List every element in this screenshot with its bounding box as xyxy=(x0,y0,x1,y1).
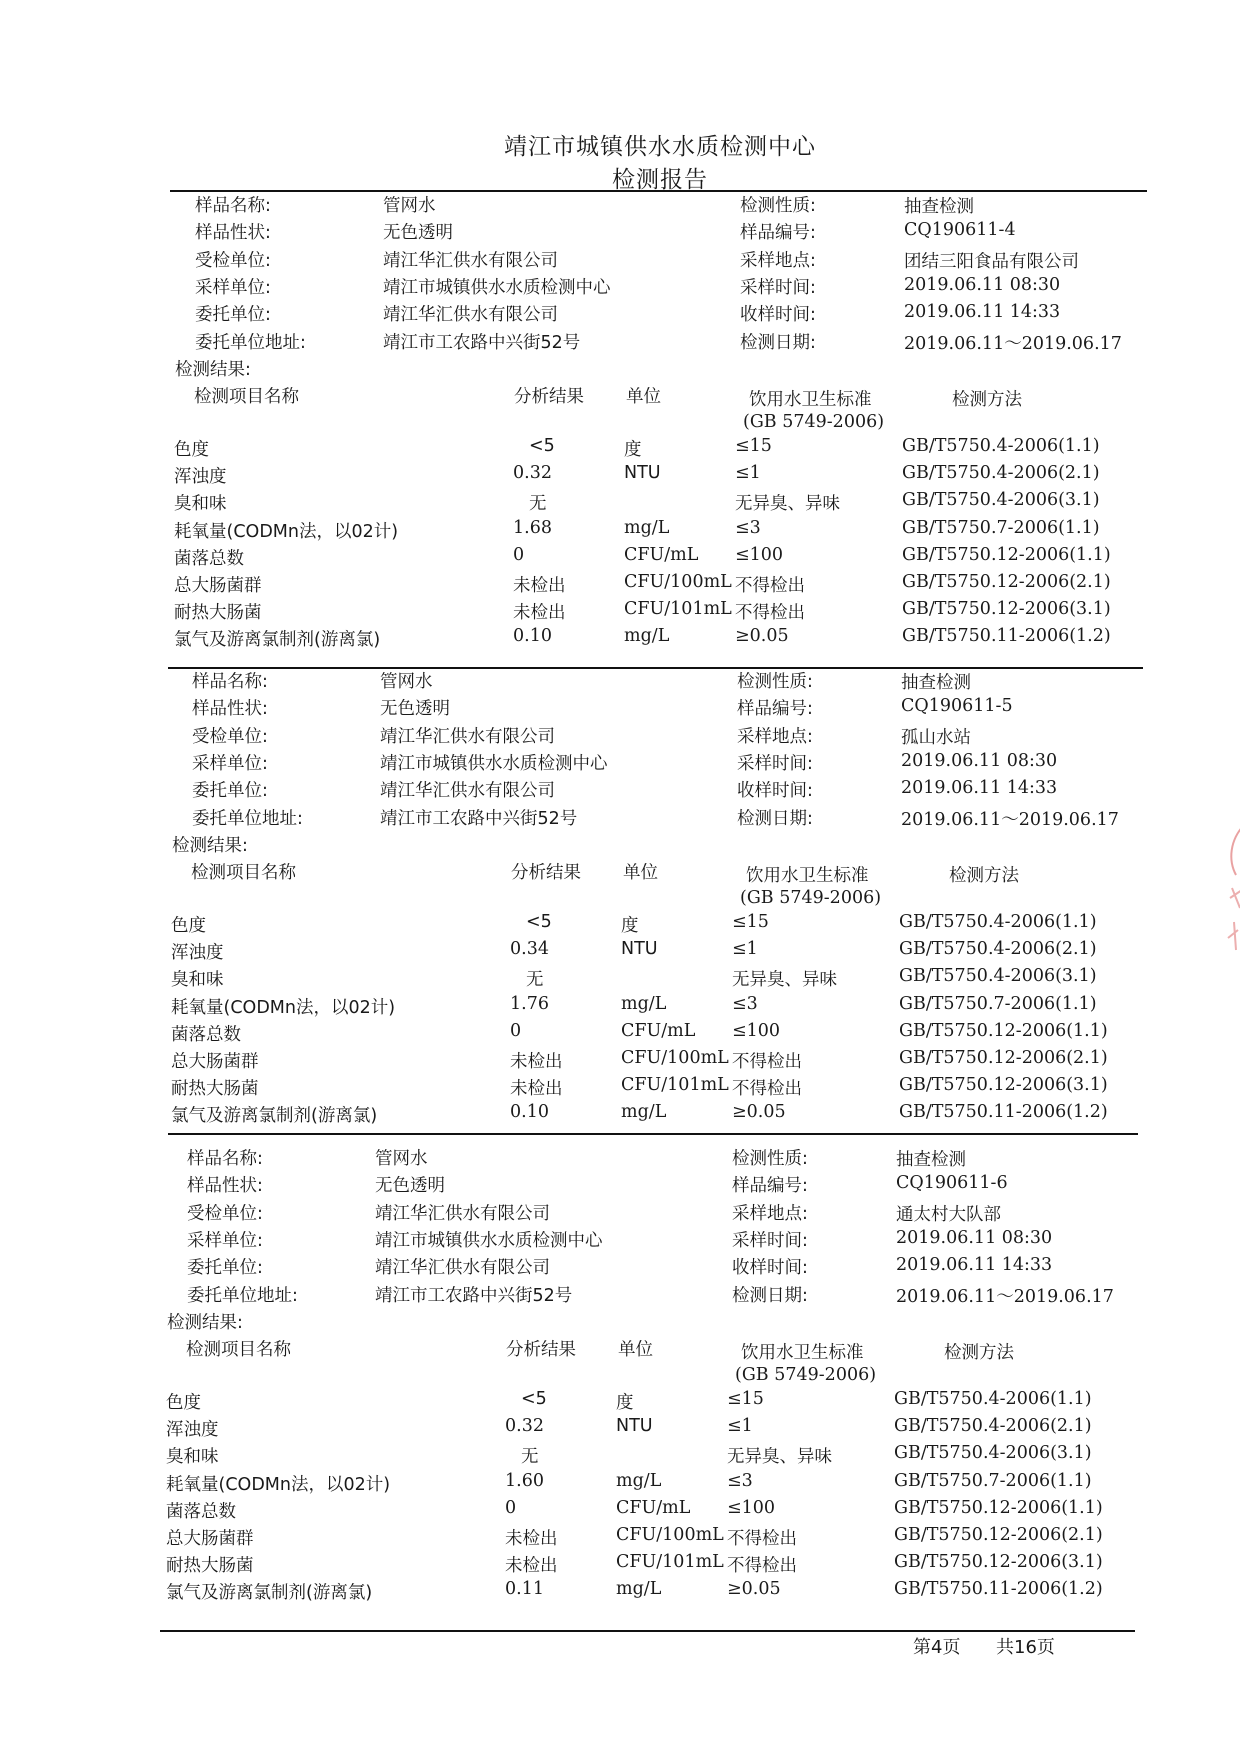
column-header-standard-code: (GB 5749-2006) xyxy=(740,888,882,908)
info-label: 采样单位: xyxy=(187,1230,263,1251)
result-standard: 不得检出 xyxy=(735,576,805,596)
result-standard: 不得检出 xyxy=(727,1529,797,1549)
info-value: 2019.06.11 08:30 xyxy=(904,274,1061,295)
result-unit: CFU/100mL xyxy=(621,1048,729,1068)
page-number: 第4页 xyxy=(913,1637,961,1658)
results-heading: 检测结果: xyxy=(172,836,248,856)
result-result: <5 xyxy=(526,912,552,932)
info-label: 采样单位: xyxy=(195,277,271,298)
info-label: 收样时间: xyxy=(732,1258,808,1279)
result-result: 0 xyxy=(513,544,525,565)
info-value: 2019.06.11 08:30 xyxy=(896,1227,1053,1248)
info-value: 靖江市工农路中兴街52号 xyxy=(383,332,581,353)
result-standard: 不得检出 xyxy=(732,1079,802,1100)
info-value: 靖江华汇供水有限公司 xyxy=(380,726,555,747)
info-value: 靖江市工农路中兴街52号 xyxy=(380,808,578,829)
result-item: 色度 xyxy=(174,440,209,460)
column-header-result: 分析结果 xyxy=(511,863,581,883)
org-title: 靖江市城镇供水水质检测中心 xyxy=(504,134,816,160)
result-item: 总大肠菌群 xyxy=(171,1052,259,1072)
result-result: 1.76 xyxy=(510,993,549,1014)
result-result: 0.32 xyxy=(513,463,552,484)
result-result: 未检出 xyxy=(505,1529,558,1549)
result-method: GB/T5750.7-2006(1.1) xyxy=(899,993,1097,1014)
info-value: 靖江华汇供水有限公司 xyxy=(375,1258,550,1279)
result-unit: NTU xyxy=(616,1416,653,1437)
info-label: 样品编号: xyxy=(740,223,816,244)
result-standard: ≤100 xyxy=(727,1497,776,1518)
result-method: GB/T5750.12-2006(1.1) xyxy=(894,1497,1103,1518)
result-item: 臭和味 xyxy=(166,1447,219,1468)
result-item: 耐热大肠菌 xyxy=(174,603,262,624)
result-unit: 度 xyxy=(616,1393,634,1413)
info-label: 采样地点: xyxy=(732,1203,808,1224)
info-value: 靖江华汇供水有限公司 xyxy=(383,250,558,271)
info-value: 靖江华汇供水有限公司 xyxy=(375,1203,550,1224)
result-standard: ≤1 xyxy=(735,463,761,484)
info-value: 靖江市城镇供水水质检测中心 xyxy=(383,277,611,298)
result-method: GB/T5750.12-2006(1.1) xyxy=(899,1020,1108,1041)
column-header-standard: 饮用水卫生标准 xyxy=(741,1343,864,1363)
info-label: 采样地点: xyxy=(740,250,816,271)
result-unit: CFU/mL xyxy=(621,1020,696,1041)
result-method: GB/T5750.11-2006(1.2) xyxy=(902,626,1111,647)
result-method: GB/T5750.4-2006(2.1) xyxy=(894,1416,1092,1437)
result-item: 耐热大肠菌 xyxy=(166,1556,254,1577)
result-standard: 不得检出 xyxy=(735,603,805,624)
info-label: 样品编号: xyxy=(737,699,813,720)
result-item: 氯气及游离氯制剂(游离氯) xyxy=(166,1583,373,1604)
result-method: GB/T5750.4-2006(2.1) xyxy=(902,463,1100,484)
info-value: CQ190611-4 xyxy=(904,220,1016,241)
info-label: 检测日期: xyxy=(732,1285,808,1306)
info-value: 靖江华汇供水有限公司 xyxy=(383,305,558,326)
sample-section xyxy=(0,666,1119,1136)
result-unit: mg/L xyxy=(624,626,670,647)
result-standard: ≤1 xyxy=(727,1416,753,1437)
info-value: 无色透明 xyxy=(380,699,450,720)
info-label: 受检单位: xyxy=(195,250,271,271)
result-method: GB/T5750.12-2006(3.1) xyxy=(899,1075,1108,1096)
info-value: 管网水 xyxy=(375,1149,428,1169)
result-unit: CFU/101mL xyxy=(624,599,732,620)
info-value: 管网水 xyxy=(380,672,433,692)
result-unit: mg/L xyxy=(621,1102,667,1123)
sample-section xyxy=(0,190,1122,660)
result-method: GB/T5750.12-2006(2.1) xyxy=(894,1525,1103,1545)
info-value: 靖江市工农路中兴街52号 xyxy=(375,1285,573,1306)
result-item: 耗氧量(CODMn法，以02计) xyxy=(166,1474,391,1495)
info-label: 采样时间: xyxy=(740,277,816,298)
column-header-standard: 饮用水卫生标准 xyxy=(749,390,872,410)
result-method: GB/T5750.4-2006(3.1) xyxy=(899,966,1097,987)
result-item: 耗氧量(CODMn法，以02计) xyxy=(171,997,396,1018)
result-result: 未检出 xyxy=(510,1052,563,1072)
result-standard: ≤3 xyxy=(735,517,761,538)
column-header-method: 检测方法 xyxy=(952,390,1022,410)
result-result: 0.32 xyxy=(505,1416,544,1437)
info-value: 2019.06.11 14:33 xyxy=(896,1255,1053,1276)
info-label: 采样时间: xyxy=(732,1230,808,1251)
result-item: 臭和味 xyxy=(171,970,224,991)
result-standard: 不得检出 xyxy=(727,1556,797,1577)
info-value: 靖江市城镇供水水质检测中心 xyxy=(375,1230,603,1251)
result-item: 耐热大肠菌 xyxy=(171,1079,259,1100)
result-standard: ≥0.05 xyxy=(735,626,789,647)
column-header-unit: 单位 xyxy=(618,1340,653,1360)
result-standard: ≤15 xyxy=(727,1389,764,1409)
result-standard: ≤100 xyxy=(735,544,784,565)
info-label: 委托单位地址: xyxy=(192,808,303,829)
result-standard: 无异臭、异味 xyxy=(735,494,840,515)
result-result: <5 xyxy=(529,436,555,456)
result-item: 色度 xyxy=(171,916,206,936)
result-method: GB/T5750.12-2006(3.1) xyxy=(894,1552,1103,1573)
result-method: GB/T5750.4-2006(1.1) xyxy=(894,1389,1092,1409)
result-unit: CFU/100mL xyxy=(616,1525,724,1545)
result-unit: CFU/mL xyxy=(624,544,699,565)
info-value: 2019.06.11 14:33 xyxy=(904,302,1061,323)
red-stamp-fragment xyxy=(1222,820,1240,970)
info-label: 委托单位: xyxy=(192,781,268,802)
result-unit: mg/L xyxy=(616,1470,662,1491)
result-result: 未检出 xyxy=(505,1556,558,1577)
result-method: GB/T5750.11-2006(1.2) xyxy=(899,1102,1108,1123)
info-value: 孤山水站 xyxy=(901,727,971,748)
info-label: 样品性状: xyxy=(192,699,268,720)
result-standard: 无异臭、异味 xyxy=(727,1447,832,1468)
result-item: 色度 xyxy=(166,1393,201,1413)
info-value: 管网水 xyxy=(383,196,436,216)
info-value: 2019.06.11～2019.06.17 xyxy=(904,333,1122,354)
results-heading: 检测结果: xyxy=(167,1313,243,1333)
info-label: 样品编号: xyxy=(732,1176,808,1197)
result-standard: ≤100 xyxy=(732,1020,781,1041)
result-result: 未检出 xyxy=(513,576,566,596)
info-value: 2019.06.11 14:33 xyxy=(901,778,1058,799)
column-header-method: 检测方法 xyxy=(944,1343,1014,1363)
result-standard: 不得检出 xyxy=(732,1052,802,1072)
info-label: 检测性质: xyxy=(737,672,813,692)
info-label: 委托单位地址: xyxy=(195,332,306,353)
info-value: 通太村大队部 xyxy=(896,1204,1001,1225)
info-value: 2019.06.11～2019.06.17 xyxy=(901,809,1119,830)
result-result: 无 xyxy=(526,970,544,991)
result-standard: ≤3 xyxy=(727,1470,753,1491)
result-item: 氯气及游离氯制剂(游离氯) xyxy=(171,1106,378,1127)
result-result: 0.10 xyxy=(513,626,552,647)
info-label: 采样单位: xyxy=(192,753,268,774)
result-item: 浑浊度 xyxy=(174,467,227,488)
result-standard: 无异臭、异味 xyxy=(732,970,837,991)
result-unit: CFU/mL xyxy=(616,1497,691,1518)
info-value: 抽查检测 xyxy=(896,1150,966,1170)
column-header-item: 检测项目名称 xyxy=(194,387,299,407)
info-label: 样品名称: xyxy=(192,672,268,692)
result-standard: ≥0.05 xyxy=(727,1579,781,1600)
info-label: 收样时间: xyxy=(737,781,813,802)
result-item: 菌落总数 xyxy=(166,1501,236,1522)
info-label: 检测日期: xyxy=(740,332,816,353)
column-header-standard-code: (GB 5749-2006) xyxy=(743,412,885,432)
result-result: 未检出 xyxy=(513,603,566,624)
result-result: <5 xyxy=(521,1389,547,1409)
info-value: 2019.06.11 08:30 xyxy=(901,750,1058,771)
report-title: 检测报告 xyxy=(612,167,708,193)
result-method: GB/T5750.4-2006(3.1) xyxy=(894,1443,1092,1464)
result-method: GB/T5750.12-2006(2.1) xyxy=(902,572,1111,592)
info-label: 委托单位地址: xyxy=(187,1285,298,1306)
column-header-item: 检测项目名称 xyxy=(191,863,296,883)
result-method: GB/T5750.4-2006(1.1) xyxy=(902,436,1100,456)
result-unit: CFU/100mL xyxy=(624,572,732,592)
result-item: 菌落总数 xyxy=(174,548,244,569)
result-standard: ≤3 xyxy=(732,993,758,1014)
result-item: 浑浊度 xyxy=(171,943,224,964)
result-item: 臭和味 xyxy=(174,494,227,515)
info-label: 样品性状: xyxy=(187,1176,263,1197)
info-label: 委托单位: xyxy=(195,305,271,326)
result-unit: CFU/101mL xyxy=(621,1075,729,1096)
info-value: 无色透明 xyxy=(375,1176,445,1197)
result-item: 菌落总数 xyxy=(171,1024,241,1045)
result-result: 0.10 xyxy=(510,1102,549,1123)
result-method: GB/T5750.4-2006(3.1) xyxy=(902,490,1100,511)
info-label: 检测日期: xyxy=(737,808,813,829)
result-unit: mg/L xyxy=(616,1579,662,1600)
info-label: 检测性质: xyxy=(732,1149,808,1169)
info-label: 受检单位: xyxy=(192,726,268,747)
info-value: 靖江华汇供水有限公司 xyxy=(380,781,555,802)
info-value: 抽查检测 xyxy=(901,673,971,693)
column-header-unit: 单位 xyxy=(626,387,661,407)
result-standard: ≥0.05 xyxy=(732,1102,786,1123)
info-value: CQ190611-6 xyxy=(896,1173,1008,1194)
info-value: 团结三阳食品有限公司 xyxy=(904,251,1079,272)
result-item: 总大肠菌群 xyxy=(166,1529,254,1549)
result-method: GB/T5750.4-2006(1.1) xyxy=(899,912,1097,932)
result-method: GB/T5750.12-2006(1.1) xyxy=(902,544,1111,565)
result-standard: ≤15 xyxy=(735,436,772,456)
page-total: 共16页 xyxy=(996,1637,1055,1658)
results-heading: 检测结果: xyxy=(175,360,251,380)
result-result: 未检出 xyxy=(510,1079,563,1100)
info-value: 无色透明 xyxy=(383,223,453,244)
result-item: 氯气及游离氯制剂(游离氯) xyxy=(174,630,381,651)
result-unit: 度 xyxy=(624,440,642,460)
info-label: 采样时间: xyxy=(737,753,813,774)
info-label: 检测性质: xyxy=(740,196,816,216)
info-value: 靖江市城镇供水水质检测中心 xyxy=(380,753,608,774)
sample-section xyxy=(0,1143,1114,1613)
result-result: 1.68 xyxy=(513,517,552,538)
result-method: GB/T5750.12-2006(2.1) xyxy=(899,1048,1108,1068)
info-label: 委托单位: xyxy=(187,1258,263,1279)
result-result: 无 xyxy=(521,1447,539,1468)
result-standard: ≤15 xyxy=(732,912,769,932)
info-label: 样品性状: xyxy=(195,223,271,244)
result-method: GB/T5750.4-2006(2.1) xyxy=(899,939,1097,960)
result-result: 0 xyxy=(505,1497,517,1518)
result-result: 0.34 xyxy=(510,939,549,960)
footer-rule xyxy=(160,1630,1135,1632)
column-header-result: 分析结果 xyxy=(506,1340,576,1360)
info-label: 受检单位: xyxy=(187,1203,263,1224)
result-method: GB/T5750.12-2006(3.1) xyxy=(902,599,1111,620)
result-result: 0 xyxy=(510,1020,522,1041)
column-header-standard-code: (GB 5749-2006) xyxy=(735,1365,877,1385)
result-item: 浑浊度 xyxy=(166,1420,219,1441)
info-label: 样品名称: xyxy=(195,196,271,216)
result-unit: 度 xyxy=(621,916,639,936)
result-item: 耗氧量(CODMn法，以02计) xyxy=(174,521,399,542)
column-header-result: 分析结果 xyxy=(514,387,584,407)
result-unit: NTU xyxy=(621,939,658,960)
column-header-standard: 饮用水卫生标准 xyxy=(746,866,869,886)
info-label: 收样时间: xyxy=(740,305,816,326)
column-header-method: 检测方法 xyxy=(949,866,1019,886)
result-unit: mg/L xyxy=(624,517,670,538)
result-unit: NTU xyxy=(624,463,661,484)
result-result: 1.60 xyxy=(505,1470,544,1491)
info-value: CQ190611-5 xyxy=(901,696,1013,717)
info-value: 抽查检测 xyxy=(904,197,974,217)
result-standard: ≤1 xyxy=(732,939,758,960)
column-header-unit: 单位 xyxy=(623,863,658,883)
info-label: 采样地点: xyxy=(737,726,813,747)
result-unit: mg/L xyxy=(621,993,667,1014)
result-method: GB/T5750.7-2006(1.1) xyxy=(894,1470,1092,1491)
info-label: 样品名称: xyxy=(187,1149,263,1169)
info-value: 2019.06.11～2019.06.17 xyxy=(896,1286,1114,1307)
result-result: 无 xyxy=(529,494,547,515)
result-method: GB/T5750.11-2006(1.2) xyxy=(894,1579,1103,1600)
column-header-item: 检测项目名称 xyxy=(186,1340,291,1360)
result-item: 总大肠菌群 xyxy=(174,576,262,596)
result-unit: CFU/101mL xyxy=(616,1552,724,1573)
result-method: GB/T5750.7-2006(1.1) xyxy=(902,517,1100,538)
result-result: 0.11 xyxy=(505,1579,544,1600)
